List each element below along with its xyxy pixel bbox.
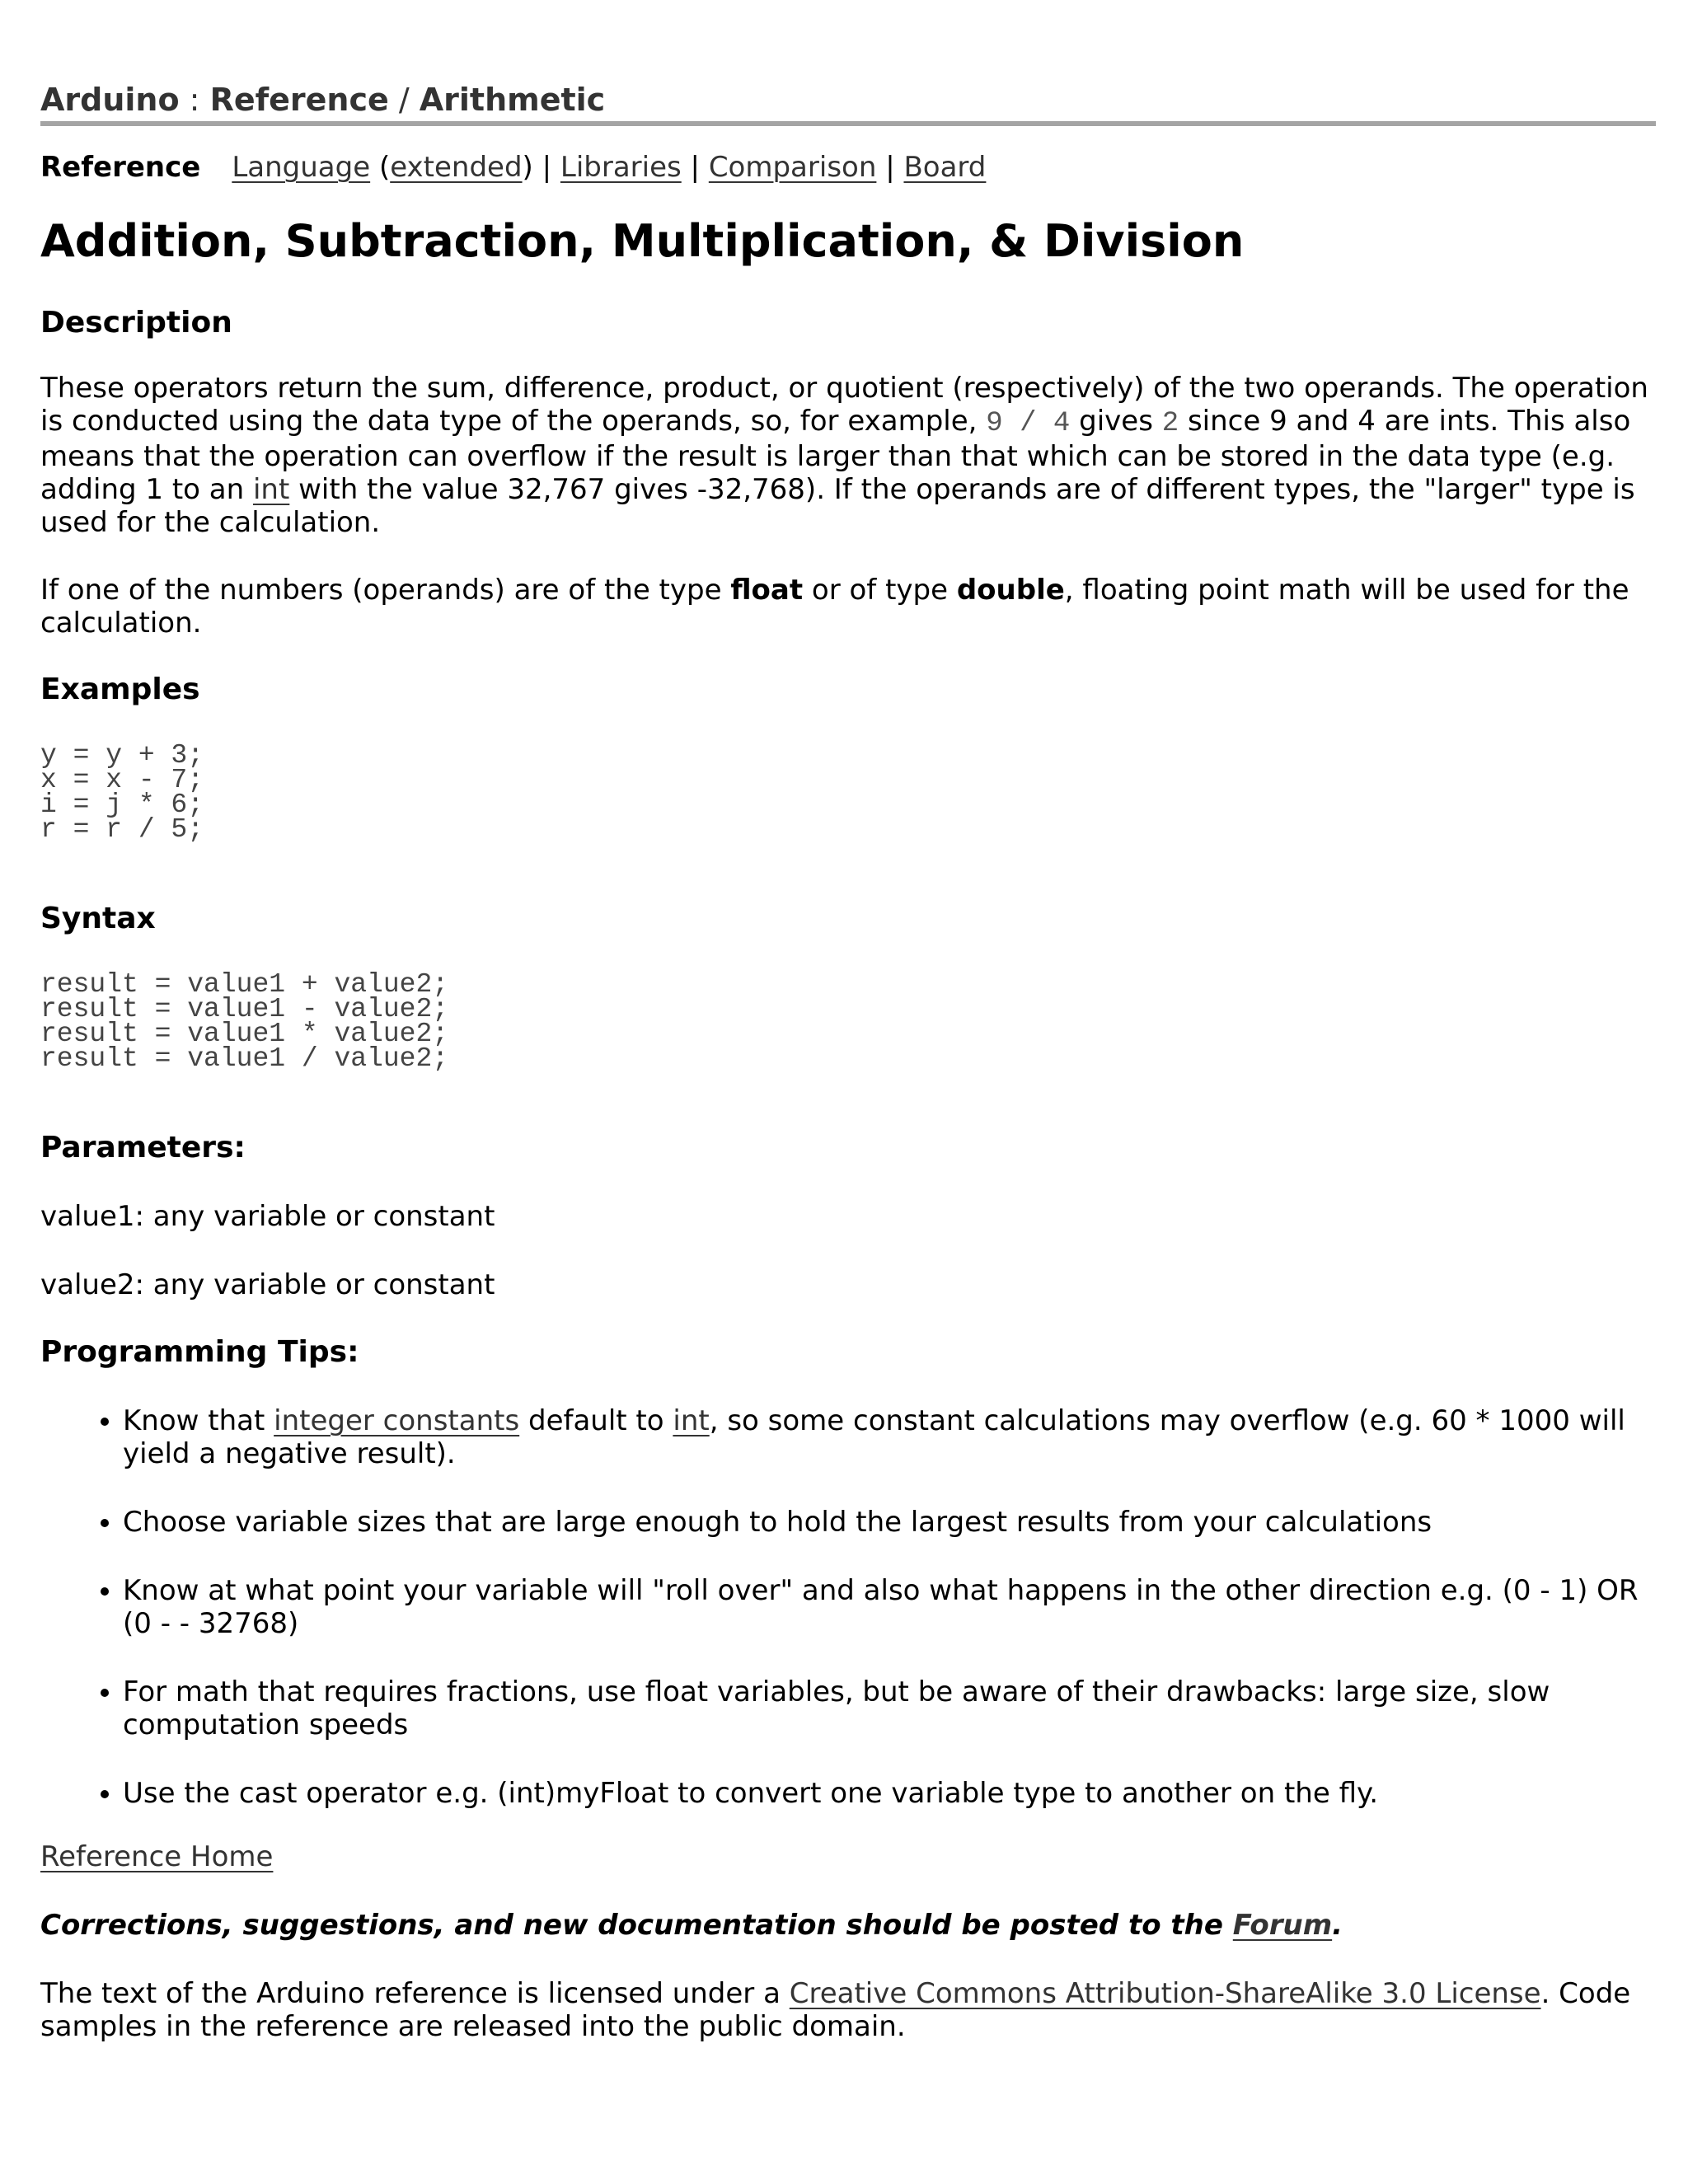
int-link[interactable]: int [252, 473, 290, 506]
text-run: with the value 32,767 gives -32,768). If the operands are of different types, the "larger" type is used for the calculation. [40, 473, 1635, 539]
double-keyword: double [956, 574, 1065, 607]
text-run: . [1332, 1909, 1343, 1942]
text-run: . Code samples in the reference are released into the public domain. [40, 1977, 1631, 2043]
float-keyword: float [730, 574, 804, 607]
page-header [40, 78, 1656, 126]
list-item [123, 1404, 1656, 1470]
header-separator: / [388, 82, 420, 118]
parameters-heading: Parameters: [40, 1131, 246, 1165]
nav-language-link[interactable]: Language [232, 151, 371, 184]
page [40, 0, 1656, 2043]
text-run: , so some constant calculations may overflow (e.g. 60 * 1000 will yield a negative result). [123, 1404, 1625, 1470]
inline-code: 2 [1161, 408, 1179, 439]
list-item: • For math that requires fractions, use float variables, but be aware of their drawbacks: large size, slow computation speeds [123, 1675, 1656, 1741]
text-run: default to [519, 1404, 673, 1437]
reference-home-link[interactable]: Reference Home [40, 1840, 274, 1873]
reference-nav: Reference Language (extended) | Libraries | Comparison | Board [40, 151, 987, 184]
syntax-code: result = value1 + value2; result = value1 - value2; result = value1 * value2; result = value1 / value2; [40, 969, 449, 1074]
description-paragraph-1 [40, 372, 1656, 539]
text-run: Corrections, suggestions, and new documentation should be posted to the [40, 1909, 1233, 1942]
reference-home-paragraph [40, 1840, 1656, 1873]
header-separator: : [179, 82, 210, 118]
text-run: since 9 and 4 are ints. This also means that the operation can overflow if the result is larger than that which can be stored in the data type (e.g. adding 1 to an [40, 405, 1631, 506]
int-link[interactable]: int [673, 1404, 710, 1437]
license-link[interactable]: Creative Commons Attribution-ShareAlike 3.0 License [789, 1977, 1541, 2010]
text-run: The text of the Arduino reference is licensed under a [40, 1977, 790, 2010]
section-link[interactable]: Reference [209, 82, 389, 118]
parameter-value1: value1: any variable or constant [40, 1200, 495, 1233]
text-run: , floating point math will be used for the calculation. [40, 574, 1629, 640]
description-heading: Description [40, 306, 232, 340]
integer-constants-link[interactable]: integer constants [274, 1404, 520, 1437]
text-run: If one of the numbers (operands) are of the type [40, 574, 731, 607]
tips-heading: Programming Tips: [40, 1335, 359, 1369]
list-item: • Know at what point your variable will "roll over" and also what happens in the other direction e.g. (0 - 1) OR (0 - - 32768) [123, 1574, 1656, 1640]
examples-code: y = y + 3; x = x - 7; i = j * 6; r = r / 5; [40, 740, 204, 845]
list-item: • Use the cast operator e.g. (int)myFloat to convert one variable type to another on the fly. [123, 1777, 1656, 1810]
tips-list [40, 1404, 1656, 1810]
corrections-note [40, 1909, 1656, 1942]
nav-libraries-link[interactable]: Libraries [560, 151, 682, 184]
examples-heading: Examples [40, 673, 200, 706]
nav-extended-link[interactable]: extended [390, 151, 523, 184]
site-link[interactable]: Arduino [40, 82, 180, 118]
nav-board-link[interactable]: Board [903, 151, 987, 184]
text-run: gives [1070, 405, 1162, 438]
license-paragraph [40, 1977, 1656, 2043]
inline-code: 9 / 4 [986, 408, 1071, 439]
text-run: Know that [123, 1404, 274, 1437]
list-item: • Choose variable sizes that are large enough to hold the largest results from your calculations [123, 1506, 1656, 1539]
parameter-value2: value2: any variable or constant [40, 1268, 495, 1301]
page-title: Addition, Subtraction, Multiplication, & Division [40, 215, 1245, 267]
forum-link[interactable]: Forum [1232, 1909, 1333, 1942]
text-run: or of type [803, 574, 957, 607]
syntax-heading: Syntax [40, 902, 156, 935]
text-run: These operators return the sum, difference, product, or quotient (respectively) of the two operands. The operation is conducted using the data type of the operands, so, for example, [40, 372, 1648, 438]
reference-label: Reference [40, 151, 201, 184]
nav-comparison-link[interactable]: Comparison [708, 151, 877, 184]
page-name-link[interactable]: Arithmetic [419, 82, 606, 118]
description-paragraph-2 [40, 574, 1656, 640]
